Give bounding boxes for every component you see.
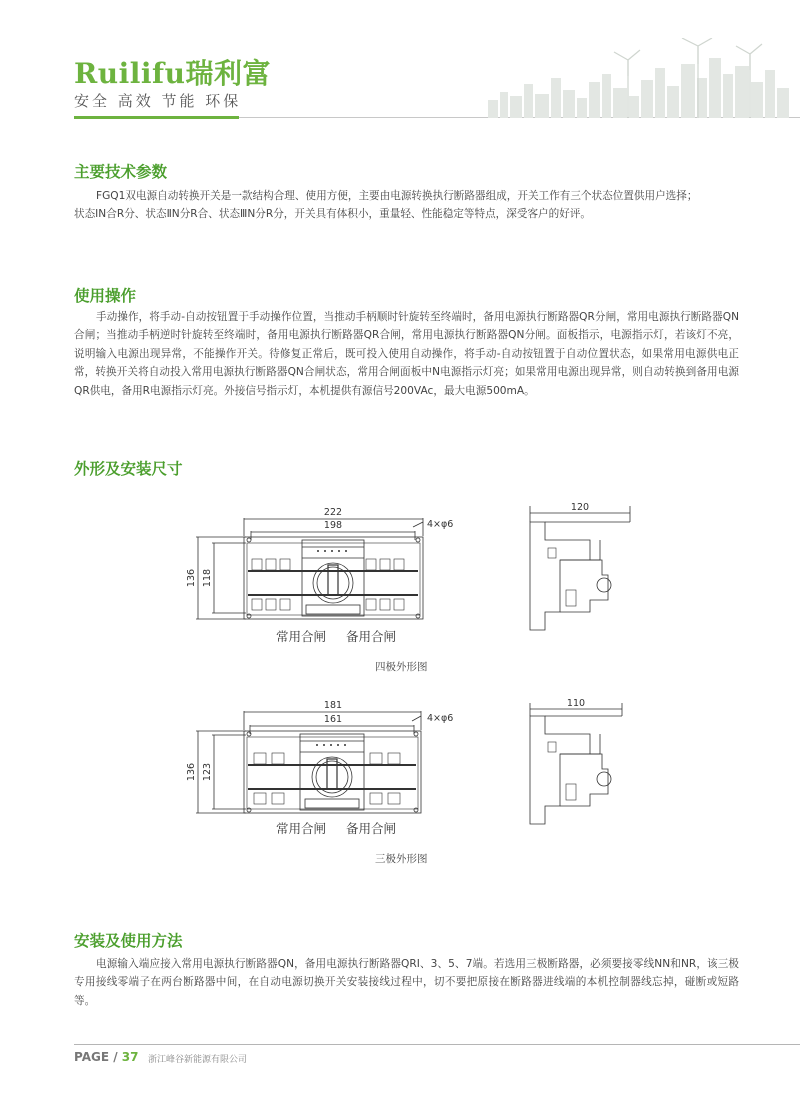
page-number-value: 37 bbox=[121, 1050, 139, 1064]
section-title-usage: 使用操作 bbox=[74, 287, 137, 305]
dim-4p-depth: 120 bbox=[570, 502, 590, 513]
caption-three-pole: 三极外形图 bbox=[375, 853, 428, 865]
dim-3p-height-inner: 123 bbox=[202, 762, 213, 782]
brand-slogan: 安全 高效 节能 环保 bbox=[74, 92, 242, 110]
page-number bbox=[74, 1050, 138, 1064]
label-3p-backup-close: 备用合闸 bbox=[346, 821, 397, 836]
label-4p-backup-close: 备用合闸 bbox=[346, 629, 397, 644]
dim-4p-height-outer: 136 bbox=[186, 568, 197, 588]
dim-3p-width-outer: 181 bbox=[323, 700, 343, 711]
tech-params-line-2: 状态ⅠN合R分、状态ⅡN分R合、状态ⅢN分R分，开关具有体积小，重量轻、性能稳定等特点，深受客户的好评。 bbox=[74, 208, 592, 220]
section-title-dimensions: 外形及安装尺寸 bbox=[74, 460, 183, 478]
dim-4p-width-inner: 198 bbox=[323, 520, 343, 531]
three-pole-front-view bbox=[196, 711, 421, 813]
installation-paragraph: 电源输入端应接入常用电源执行断路器QN，备用电源执行断路器QRI、3、5、7端。若选用三极断路器，必须要接零线NN和NR，该三极专用接线零端子在两台断路器中间，在自动电源切换开关安装接线过程中，切不要把原接在断路器进线端的本机控制器线忘掉，碰断或短路等。 bbox=[74, 958, 739, 1007]
page-label: PAGE / bbox=[74, 1050, 122, 1064]
dim-4p-height-inner: 118 bbox=[202, 568, 213, 588]
dim-3p-width-inner: 161 bbox=[323, 714, 343, 725]
dim-3p-height-outer: 136 bbox=[186, 762, 197, 782]
dim-4p-width-outer: 222 bbox=[323, 507, 343, 518]
tech-params-line-1: FGQ1双电源自动转换开关是一款结构合理、使用方便，主要由电源转换执行断路器组成，开关工作有三个状态位置供用户选择； bbox=[96, 190, 698, 202]
brand-logo: Ruilifu瑞利富 bbox=[74, 57, 271, 90]
dim-4p-holes: 4×φ6 bbox=[427, 519, 454, 530]
footer-divider bbox=[74, 1044, 800, 1045]
label-4p-normal-close: 常用合闸 bbox=[276, 629, 327, 644]
caption-four-pole: 四极外形图 bbox=[375, 661, 428, 673]
four-pole-side-view bbox=[530, 506, 630, 630]
company-name: 浙江峰谷新能源有限公司 bbox=[148, 1055, 248, 1065]
dim-3p-depth: 110 bbox=[566, 698, 586, 709]
section-title-installation: 安装及使用方法 bbox=[74, 932, 183, 950]
section-title-tech-params: 主要技术参数 bbox=[74, 163, 168, 181]
three-pole-side-view bbox=[530, 703, 622, 824]
four-pole-front-view bbox=[196, 518, 423, 619]
dim-3p-holes: 4×φ6 bbox=[427, 713, 454, 724]
label-3p-normal-close: 常用合闸 bbox=[276, 821, 327, 836]
usage-paragraph: 手动操作，将手动-自动按钮置于手动操作位置，当推动手柄顺时针旋转至终端时，备用电源执行断路器QR分闸，常用电源执行断路器QN合闸；当推动手柄逆时针旋转至终端时，备用电源执行断路器QR合闸，常用电源执行断路器QN分闸。面板指示，电源指示灯，若该灯不亮，说明输入电源出现异常，不能操作开关。待修复正常后，既可投入使用自动操作，将手动-自动按钮置于自动位置状态，如果常用电源供电正常，转换开关将自动投入常用电源执行断路器QN合闸状态，常用合闸面板中N电源指示灯亮；如果常用电源出现异常，则自动转换到备用电源QR供电，备用R电源指示灯亮。外接信号指示灯，本机提供有源信号200VAc，最大电源500mA。 bbox=[74, 311, 739, 397]
